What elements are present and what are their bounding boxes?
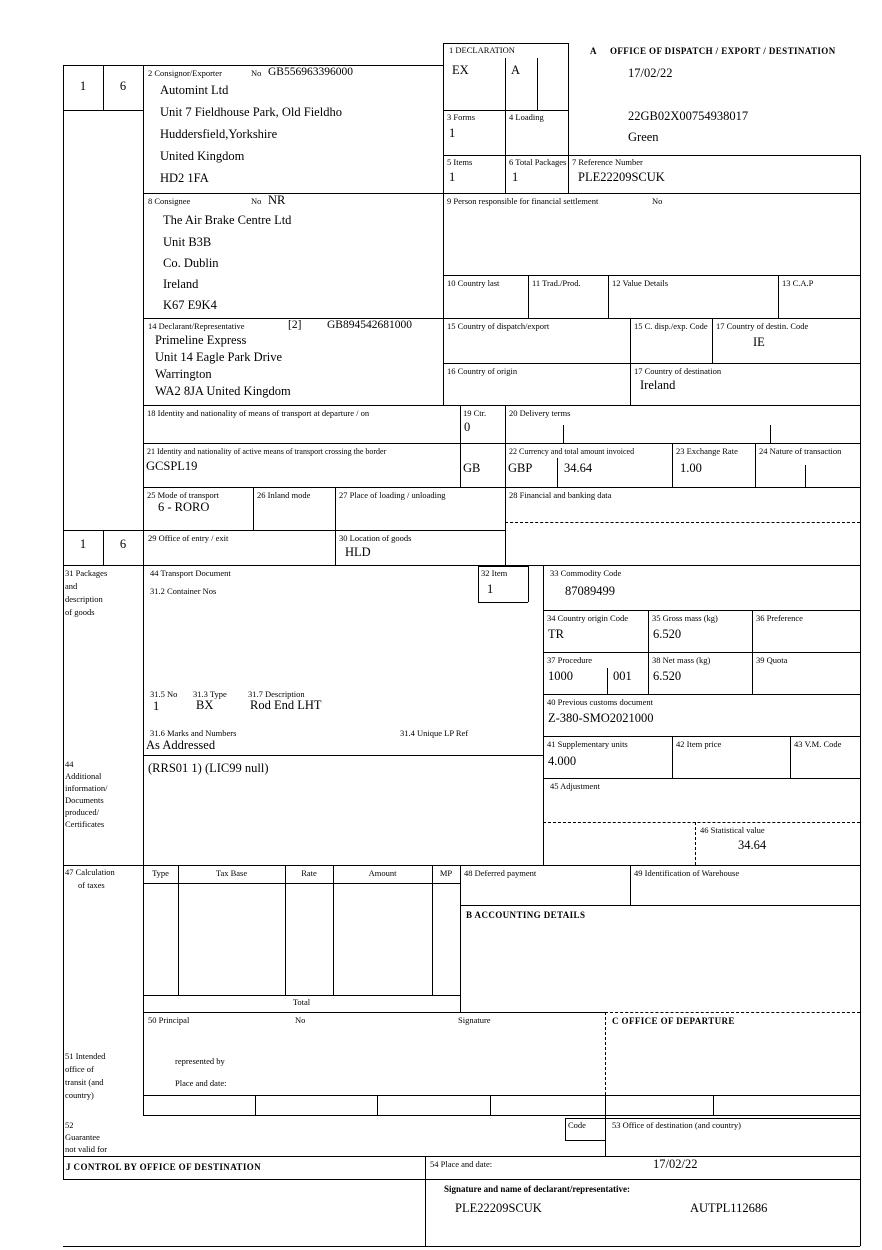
declarant-status-code: [2] bbox=[288, 319, 302, 331]
box51-side-label: country) bbox=[65, 1090, 94, 1100]
divider bbox=[285, 865, 286, 995]
divider bbox=[253, 487, 254, 530]
declarant-address-line: Unit 14 Eagle Park Drive bbox=[155, 350, 283, 364]
items-count: 1 bbox=[449, 170, 456, 184]
divider bbox=[460, 865, 461, 1012]
section-c-title: C OFFICE OF DEPARTURE bbox=[612, 1016, 735, 1026]
previous-document: Z-380-SMO2021000 bbox=[548, 711, 654, 725]
invoice-amount: 34.64 bbox=[564, 461, 593, 475]
box27-label: 27 Place of loading / unloading bbox=[339, 490, 446, 500]
section-b-title: B ACCOUNTING DETAILS bbox=[466, 910, 586, 920]
divider bbox=[63, 1156, 860, 1157]
divider bbox=[143, 487, 860, 488]
box47-side-label: 47 Calculation bbox=[65, 867, 115, 877]
copy-number-left-top: 1 bbox=[79, 79, 87, 93]
box52-side-label: Guarantee bbox=[65, 1132, 100, 1142]
divider bbox=[63, 110, 143, 111]
box38-label: 38 Net mass (kg) bbox=[652, 655, 711, 665]
box53-label: 53 Office of destination (and country) bbox=[612, 1120, 741, 1130]
divider bbox=[178, 865, 179, 995]
office-a-letter: A bbox=[590, 46, 597, 56]
box6-label: 6 Total Packages bbox=[509, 157, 567, 167]
consignor-address-line: Automint Ltd bbox=[160, 83, 229, 97]
divider bbox=[630, 865, 631, 905]
box4-label: 4 Loading bbox=[509, 112, 544, 122]
declarant-address-line: Warrington bbox=[155, 367, 212, 381]
box2-label: 2 Consignor/Exporter bbox=[148, 68, 222, 78]
divider bbox=[528, 275, 529, 318]
box3-label: 3 Forms bbox=[447, 112, 476, 122]
declarant-address-line: WA2 8JA United Kingdom bbox=[155, 384, 291, 398]
divider bbox=[543, 694, 860, 695]
divider bbox=[565, 1140, 605, 1141]
guarantee-code-label: Code bbox=[568, 1120, 586, 1130]
box50-no-label: No bbox=[295, 1015, 306, 1025]
box31-side-label: and bbox=[65, 581, 78, 591]
divider bbox=[695, 822, 696, 865]
divider bbox=[568, 43, 569, 193]
box20-label: 20 Delivery terms bbox=[509, 408, 571, 418]
divider bbox=[605, 1012, 606, 1095]
declarant-address-line: Primeline Express bbox=[155, 333, 247, 347]
divider bbox=[377, 1095, 378, 1115]
package-kind: BX bbox=[196, 698, 214, 712]
divider bbox=[63, 65, 64, 1179]
place-date-label: Place and date: bbox=[175, 1078, 227, 1088]
box30-label: 30 Location of goods bbox=[339, 533, 412, 543]
box7-label: 7 Reference Number bbox=[572, 157, 643, 167]
declarant-eori: GB894542681000 bbox=[327, 319, 412, 331]
box31-side-label: of goods bbox=[65, 607, 95, 617]
divider bbox=[543, 565, 544, 865]
box26-label: 26 Inland mode bbox=[257, 490, 311, 500]
divider bbox=[563, 425, 564, 443]
authorisation-number: AUTPL112686 bbox=[690, 1201, 768, 1215]
box35-label: 35 Gross mass (kg) bbox=[652, 613, 718, 623]
box15-label: 15 Country of dispatch/export bbox=[447, 321, 550, 331]
divider bbox=[333, 865, 334, 995]
divider bbox=[790, 736, 791, 778]
box42-label: 42 Item price bbox=[676, 739, 722, 749]
box17-label: 17 Country of destination bbox=[634, 366, 722, 376]
box50-signature-label: Signature bbox=[458, 1015, 491, 1025]
divider bbox=[607, 668, 608, 694]
dispatch-date: 17/02/22 bbox=[628, 66, 673, 80]
divider bbox=[63, 865, 860, 866]
box51-side-label: office of bbox=[65, 1064, 94, 1074]
description-label: 31.7 Description bbox=[248, 689, 305, 699]
box15a-label: 15 C. disp./exp. Code bbox=[634, 321, 708, 331]
box14-label: 14 Declarant/Representative bbox=[148, 321, 245, 331]
tax-header-rate: Rate bbox=[301, 868, 317, 878]
unique-lp-ref-label: 31.4 Unique LP Ref bbox=[400, 728, 469, 738]
box28-label: 28 Financial and banking data bbox=[509, 490, 612, 500]
box11-label: 11 Trad./Prod. bbox=[532, 278, 581, 288]
divider bbox=[143, 883, 460, 884]
consignee-address-line: Co. Dublin bbox=[163, 256, 219, 270]
consignor-address-line: Huddersfield,Yorkshire bbox=[160, 127, 278, 141]
divider bbox=[712, 318, 713, 363]
divider bbox=[608, 275, 609, 318]
divider bbox=[460, 905, 860, 906]
box25-label: 25 Mode of transport bbox=[147, 490, 220, 500]
box49-label: 49 Identification of Warehouse bbox=[634, 868, 740, 878]
exchange-rate: 1.00 bbox=[680, 461, 702, 475]
box21-label: 21 Identity and nationality of active means of transport crossing the border bbox=[147, 447, 387, 456]
movement-reference-number: 22GB02X00754938017 bbox=[628, 109, 749, 123]
box50-label: 50 Principal bbox=[148, 1015, 190, 1025]
divider bbox=[143, 1115, 860, 1116]
divider bbox=[63, 1179, 860, 1180]
divider bbox=[63, 530, 505, 531]
divider bbox=[143, 755, 543, 756]
declaration-type: EX bbox=[452, 63, 469, 77]
divider bbox=[648, 610, 649, 694]
divider bbox=[143, 1095, 860, 1096]
box51-side-label: transit (and bbox=[65, 1077, 104, 1087]
package-count: 1 bbox=[153, 699, 160, 713]
marks-numbers: As Addressed bbox=[146, 738, 216, 752]
box19-label: 19 Ctr. bbox=[463, 408, 487, 418]
box18-label: 18 Identity and nationality of means of transport at departure / on bbox=[147, 408, 370, 418]
box1-label: 1 DECLARATION bbox=[449, 45, 515, 55]
reference-number: PLE22209SCUK bbox=[578, 170, 665, 184]
declarant-reference: PLE22209SCUK bbox=[455, 1201, 542, 1215]
box12-label: 12 Value Details bbox=[612, 278, 669, 288]
divider bbox=[63, 1246, 860, 1247]
box44-side-label: Additional bbox=[65, 771, 102, 781]
divider bbox=[630, 318, 631, 405]
box8-no-label: No bbox=[251, 196, 262, 206]
divider bbox=[713, 1095, 714, 1115]
statistical-value: 34.64 bbox=[738, 838, 767, 852]
box16-label: 16 Country of origin bbox=[447, 366, 518, 376]
divider bbox=[143, 193, 860, 194]
divider bbox=[63, 65, 443, 66]
consignor-address-line: Unit 7 Fieldhouse Park, Old Fieldho bbox=[160, 105, 342, 119]
divider bbox=[778, 275, 779, 318]
tax-header-type: Type bbox=[152, 868, 169, 878]
divider bbox=[432, 865, 433, 995]
box51-side-label: 51 Intended bbox=[65, 1051, 106, 1061]
divider bbox=[528, 566, 529, 602]
divider bbox=[143, 405, 860, 406]
divider bbox=[543, 822, 860, 823]
divider bbox=[505, 522, 860, 523]
section-j-title: J CONTROL BY OFFICE OF DESTINATION bbox=[66, 1162, 262, 1172]
procedure-code: 1000 bbox=[548, 669, 573, 683]
tax-header-tax-base: Tax Base bbox=[215, 868, 248, 878]
divider bbox=[143, 65, 144, 1115]
divider bbox=[755, 443, 756, 487]
destination-country: Ireland bbox=[640, 378, 676, 392]
divider bbox=[443, 43, 568, 44]
box34-label: 34 Country origin Code bbox=[547, 613, 628, 623]
consignee-address-line: K67 E9K4 bbox=[163, 298, 217, 312]
net-mass: 6.520 bbox=[653, 669, 682, 683]
divider bbox=[537, 58, 538, 110]
procedure-code-2: 001 bbox=[613, 669, 632, 683]
currency-code: GBP bbox=[508, 461, 533, 475]
additional-information: (RRS01 1) (LIC99 null) bbox=[148, 761, 269, 775]
goods-description: Rod End LHT bbox=[250, 698, 322, 712]
routing-status: Green bbox=[628, 130, 659, 144]
box8-label: 8 Consignee bbox=[148, 196, 191, 206]
divider bbox=[543, 736, 860, 737]
copy-number-left-bottom: 1 bbox=[79, 537, 87, 551]
transport-identity: GCSPL19 bbox=[146, 459, 198, 473]
copy-number-right-bottom: 6 bbox=[119, 537, 127, 551]
consignor-eori: GB556963396000 bbox=[268, 66, 353, 78]
box31-side-label: description bbox=[65, 594, 103, 604]
box47-side-label: of taxes bbox=[78, 880, 105, 890]
box44-side-label: Certificates bbox=[65, 819, 105, 829]
box41-label: 41 Supplementary units bbox=[547, 739, 628, 749]
divider bbox=[770, 425, 771, 443]
destination-country-code: IE bbox=[753, 335, 765, 349]
consignee-address-line: Unit B3B bbox=[163, 235, 212, 249]
copy-number-right-top: 6 bbox=[119, 79, 127, 93]
consignee-address-line: Ireland bbox=[163, 277, 199, 291]
tax-total-label: Total bbox=[292, 997, 311, 1007]
forms-count: 1 bbox=[449, 126, 456, 140]
box43-label: 43 V.M. Code bbox=[794, 739, 842, 749]
represented-by-label: represented by bbox=[175, 1056, 225, 1066]
tax-header-mp: MP bbox=[439, 868, 453, 878]
goods-location: HLD bbox=[345, 545, 371, 559]
divider bbox=[543, 778, 860, 779]
box2-no-label: No bbox=[251, 68, 262, 78]
divider bbox=[478, 602, 528, 603]
transport-mode: 6 - RORO bbox=[158, 500, 210, 514]
divider bbox=[490, 1095, 491, 1115]
box54-label: 54 Place and date: bbox=[430, 1159, 493, 1169]
box37-label: 37 Procedure bbox=[547, 655, 593, 665]
packages-total: 1 bbox=[512, 170, 519, 184]
package-type-label: 31.3 Type bbox=[193, 689, 227, 699]
divider bbox=[63, 565, 860, 566]
divider bbox=[805, 465, 806, 487]
box48-label: 48 Deferred payment bbox=[464, 868, 537, 878]
commodity-code: 87089499 bbox=[565, 584, 615, 598]
marks-numbers-label: 31.6 Marks and Numbers bbox=[150, 728, 237, 738]
divider bbox=[505, 58, 506, 193]
divider bbox=[672, 443, 673, 487]
divider bbox=[752, 610, 753, 694]
divider bbox=[543, 652, 860, 653]
box13-label: 13 C.A.P bbox=[782, 278, 814, 288]
package-no-label: 31.5 No bbox=[150, 689, 178, 699]
box5-label: 5 Items bbox=[447, 157, 473, 167]
divider bbox=[443, 275, 860, 276]
box40-label: 40 Previous customs document bbox=[547, 697, 654, 707]
container-numbers-label: 31.2 Container Nos bbox=[150, 586, 217, 596]
divider bbox=[143, 443, 860, 444]
signature-name-label: Signature and name of declarant/representative: bbox=[444, 1184, 630, 1194]
consignor-address-line: HD2 1FA bbox=[160, 171, 209, 185]
consignee-id: NR bbox=[268, 193, 286, 207]
divider bbox=[860, 155, 861, 1246]
office-a-title: OFFICE OF DISPATCH / EXPORT / DESTINATION bbox=[610, 46, 836, 56]
transport-nationality: GB bbox=[463, 461, 481, 475]
consignor-address-line: United Kingdom bbox=[160, 149, 245, 163]
divider bbox=[443, 363, 860, 364]
box9-no-label: No bbox=[652, 196, 663, 206]
box39-label: 39 Quota bbox=[756, 655, 788, 665]
divider bbox=[335, 487, 336, 565]
box44-side-label: Documents bbox=[65, 795, 104, 805]
divider bbox=[143, 1012, 605, 1013]
box22-label: 22 Currency and total amount invoiced bbox=[509, 447, 635, 456]
declaration-subtype: A bbox=[511, 63, 521, 77]
item-number: 1 bbox=[487, 582, 494, 596]
divider bbox=[672, 736, 673, 778]
gross-mass: 6.520 bbox=[653, 627, 682, 641]
box9-label: 9 Person responsible for financial settlement bbox=[447, 196, 599, 206]
divider bbox=[255, 1095, 256, 1115]
divider bbox=[143, 995, 460, 996]
box52-side-label: 52 bbox=[65, 1120, 74, 1130]
divider bbox=[478, 566, 528, 567]
divider bbox=[543, 610, 860, 611]
divider bbox=[565, 1118, 860, 1119]
divider bbox=[505, 405, 506, 565]
consignee-address-line: The Air Brake Centre Ltd bbox=[163, 213, 292, 227]
divider bbox=[557, 458, 558, 487]
control-date: 17/02/22 bbox=[653, 1157, 698, 1171]
box17a-label: 17 Country of destin. Code bbox=[716, 321, 809, 331]
transport-document-label: 44 Transport Document bbox=[150, 568, 231, 578]
box44-side-label: 44 bbox=[65, 759, 74, 769]
divider bbox=[605, 1012, 860, 1013]
divider bbox=[143, 318, 860, 319]
divider bbox=[478, 566, 479, 602]
divider bbox=[443, 43, 444, 405]
box36-label: 36 Preference bbox=[756, 613, 803, 623]
supplementary-units: 4.000 bbox=[548, 754, 577, 768]
divider bbox=[565, 1118, 566, 1140]
origin-country-code: TR bbox=[548, 627, 564, 641]
box10-label: 10 Country last bbox=[447, 278, 500, 288]
box45-label: 45 Adjustment bbox=[550, 781, 600, 791]
tax-header-amount: Amount bbox=[368, 868, 397, 878]
box46-label: 46 Statistical value bbox=[700, 825, 765, 835]
divider bbox=[460, 405, 461, 487]
box44-side-label: information/ bbox=[65, 783, 108, 793]
divider bbox=[425, 1156, 426, 1246]
box32-label: 32 Item bbox=[481, 568, 508, 578]
box24-label: 24 Nature of transaction bbox=[759, 446, 842, 456]
container-indicator: 0 bbox=[464, 420, 471, 434]
divider bbox=[605, 1095, 606, 1156]
box31-side-label: 31 Packages bbox=[65, 568, 108, 578]
box44-side-label: produced/ bbox=[65, 807, 99, 817]
box33-label: 33 Commodity Code bbox=[550, 568, 622, 578]
box52-side-label: not valid for bbox=[65, 1144, 108, 1154]
box29-label: 29 Office of entry / exit bbox=[148, 533, 229, 543]
box23-label: 23 Exchange Rate bbox=[676, 446, 738, 456]
